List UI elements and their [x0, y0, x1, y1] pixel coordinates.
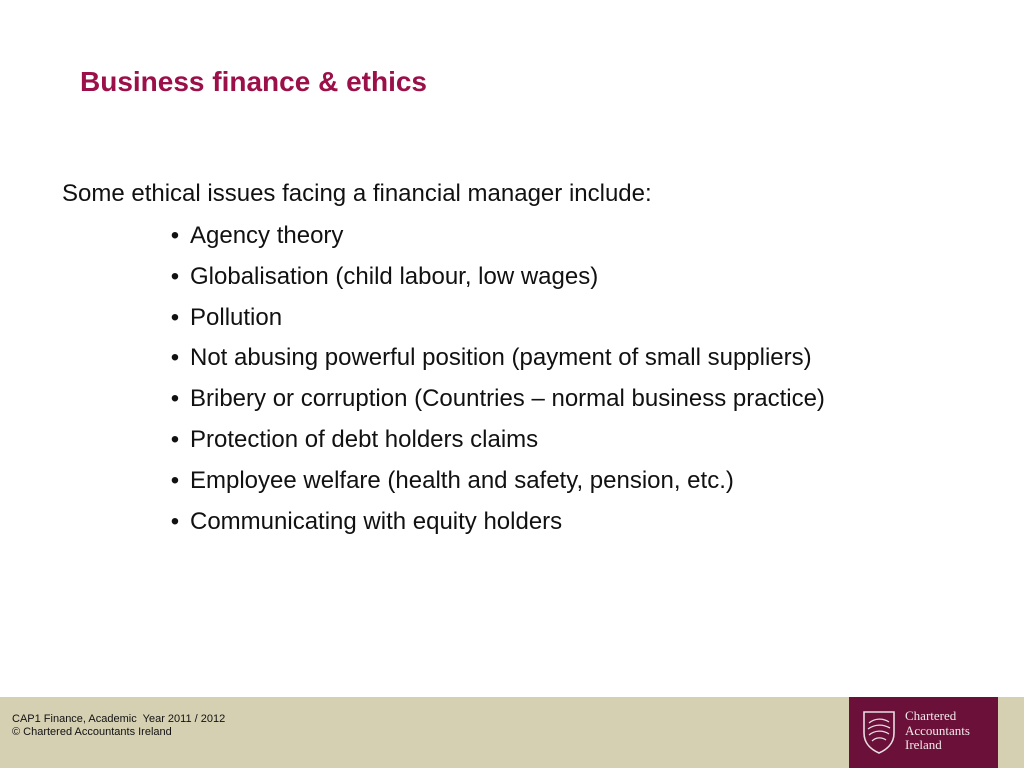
list-item-text: Not abusing powerful position (payment of small suppliers): [190, 344, 812, 372]
bullet-icon: •: [170, 303, 180, 331]
logo-line: Ireland: [905, 737, 942, 752]
list-item-text: Communicating with equity holders: [190, 507, 563, 535]
list-item: [160, 218, 825, 259]
bullet-icon: •: [170, 262, 180, 290]
footer-band: [0, 697, 1024, 768]
intro-text: Some ethical issues facing a financial manager include:: [62, 180, 652, 207]
list-item: [160, 259, 825, 300]
list-item: [160, 463, 825, 504]
logo-line: Chartered: [905, 708, 957, 723]
list-item-text: Globalisation (child labour, low wages): [190, 262, 599, 290]
list-item: [160, 381, 825, 422]
list-item-text: Agency theory: [190, 222, 344, 249]
list-item: [160, 504, 825, 545]
bullet-icon: •: [170, 222, 180, 249]
list-item: [160, 300, 825, 341]
footer-text: [12, 713, 225, 739]
footer-course-line: CAP1 Finance, Academic Year 2011 / 2012: [12, 713, 226, 725]
logo: [849, 697, 998, 768]
bullet-icon: •: [170, 344, 180, 372]
list-item-text: Protection of debt holders claims: [190, 425, 539, 453]
footer-copyright-line: © Chartered Accountants Ireland: [12, 726, 172, 738]
ethical-issues-list: [160, 218, 825, 544]
list-item-text: Employee welfare (health and safety, pension, etc.): [190, 466, 734, 494]
list-item-text: Bribery or corruption (Countries – normal business practice): [190, 385, 825, 413]
bullet-icon: •: [170, 385, 180, 413]
list-item: [160, 340, 825, 381]
bullet-icon: •: [170, 425, 180, 453]
logo-wordmark: [905, 709, 970, 753]
slide-title: Business finance & ethics: [80, 66, 428, 97]
list-item: [160, 422, 825, 463]
bullet-icon: •: [170, 507, 180, 535]
crest-icon: [861, 709, 897, 755]
list-item-text: Pollution: [190, 303, 283, 331]
logo-line: Accountants: [905, 722, 970, 738]
bullet-icon: •: [170, 466, 180, 494]
